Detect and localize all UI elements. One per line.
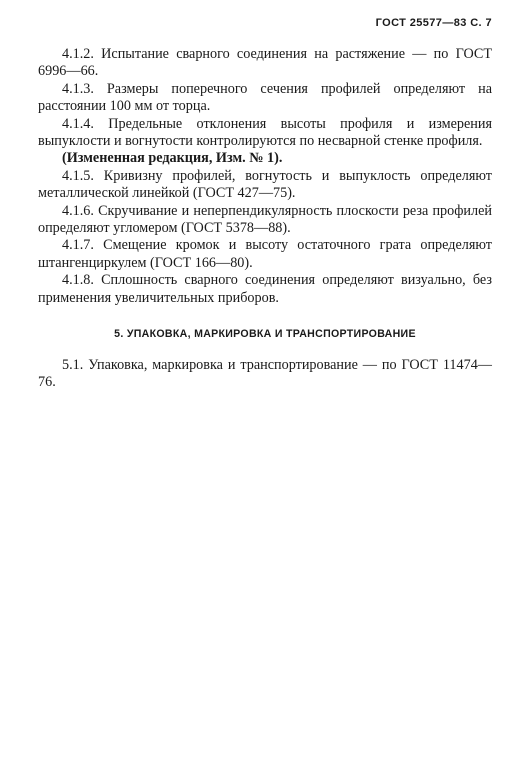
page-header: ГОСТ 25577—83 С. 7: [375, 17, 492, 29]
amendment-note: (Измененная редакция, Изм. № 1).: [62, 150, 283, 167]
paragraph-4-1-4: 4.1.4. Предельные отклонения высоты профиля и измерения выпуклости и вогнутости контролируются по несварной стенке профиля.: [38, 115, 492, 150]
paragraph-4-1-5: 4.1.5. Кривизну профилей, вогнутость и выпуклость определяют металлической линейкой (ГОСТ 427—75).: [38, 167, 492, 202]
paragraph-4-1-6: 4.1.6. Скручивание и неперпендикулярность плоскости реза профилей определяют угломером (ГОСТ 5378—88).: [38, 202, 492, 237]
section-5-title: 5. УПАКОВКА, МАРКИРОВКА И ТРАНСПОРТИРОВАНИЕ: [114, 328, 416, 341]
paragraph-4-1-7: 4.1.7. Смещение кромок и высоту остаточного грата определяют штангенциркулем (ГОСТ 166—80).: [38, 237, 492, 271]
paragraph-4-1-2: 4.1.2. Испытание сварного соединения на растяжение — по ГОСТ 6996—66.: [38, 46, 492, 80]
document-body: [38, 46, 492, 391]
paragraph-4-1-3: 4.1.3. Размеры поперечного сечения профилей определяют на расстоянии 100 мм от торца.: [38, 80, 492, 115]
paragraph-5-1: 5.1. Упаковка, маркировка и транспортирование — по ГОСТ 11474—76.: [38, 356, 492, 390]
paragraph-4-1-8: 4.1.8. Сплошность сварного соединения определяют визуально, без применения увеличительных приборов.: [38, 272, 492, 306]
